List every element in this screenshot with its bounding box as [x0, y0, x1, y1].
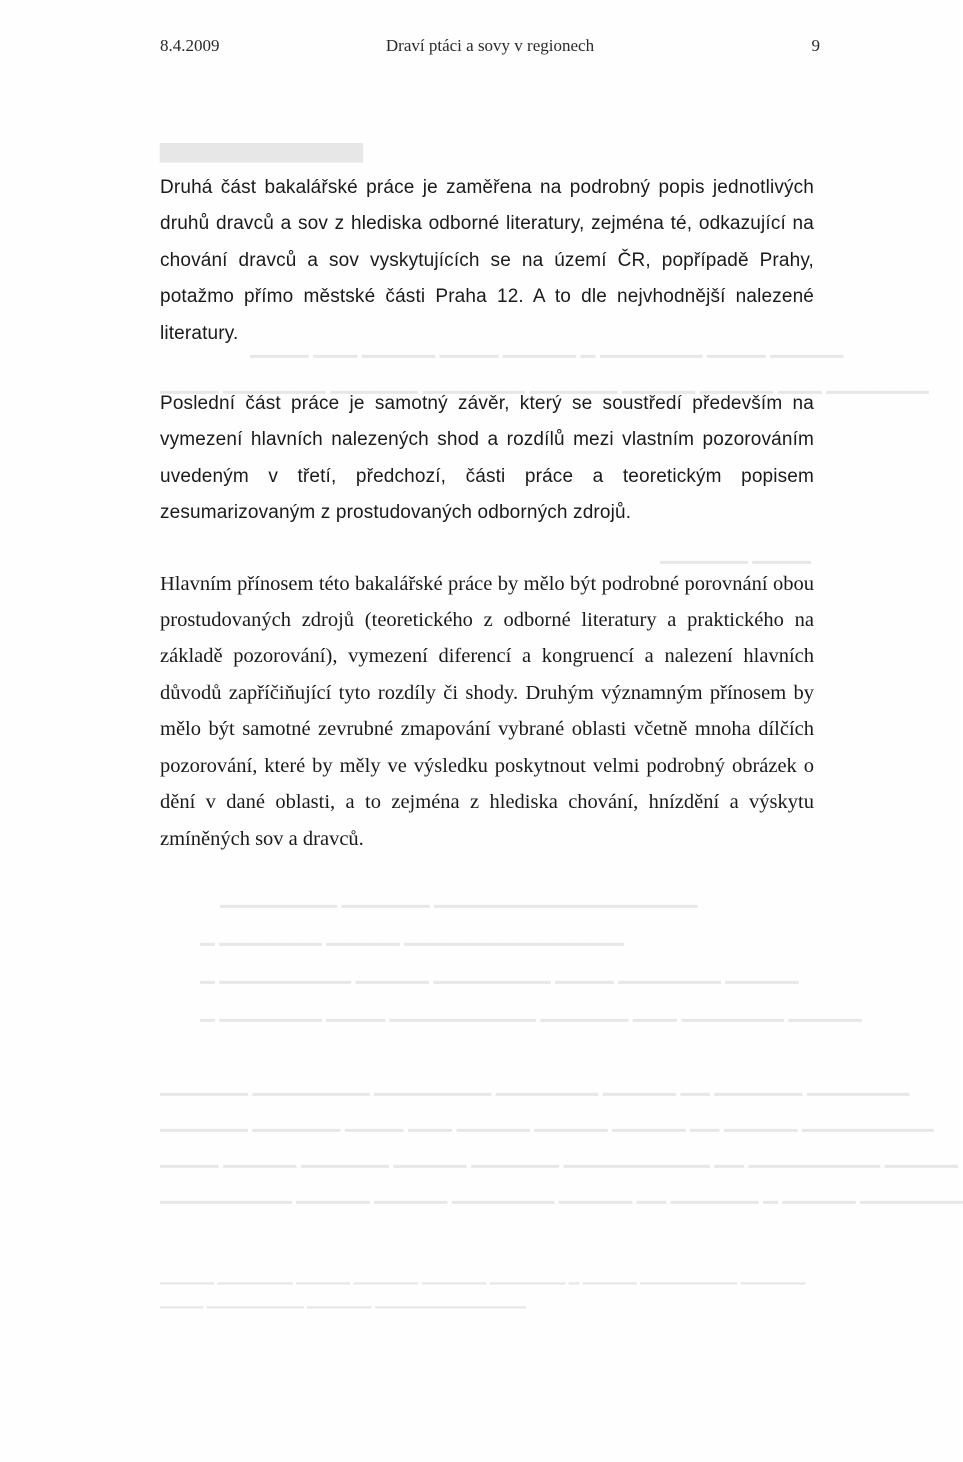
bleed-through-line: ▁ ▁▁▁▁▁▁▁ ▁▁▁▁▁ ▁▁▁▁▁▁▁▁▁▁▁▁▁▁▁	[200, 925, 624, 946]
bleed-through-line: ▁▁▁▁▁▁ ▁▁▁▁▁▁ ▁▁▁▁ ▁▁▁ ▁▁▁▁▁ ▁▁▁▁▁ ▁▁▁▁▁ ▁▁ ▁▁▁▁▁ ▁▁▁▁▁▁▁▁▁	[160, 1111, 934, 1132]
header-date: 8.4.2009	[160, 36, 220, 55]
bleed-through-line: ▁▁▁▁ ▁▁▁▁▁▁▁▁▁ ▁▁▁▁▁▁ ▁▁▁▁▁▁▁▁▁▁▁▁▁▁	[160, 1294, 526, 1309]
paragraph-3: Hlavním přínosem této bakalářské práce by mělo být podrobné porovnání obou prostudovaných zdrojů (teoretického z odborné literatury a praktického na základě pozorování), vymezení diferencí a kongruencí a nalezení hlavních důvodů zapříčiňující tyto rozdíly či shody. Druhým významným přínosem by mělo být samotné zevrubné zmapování vybrané oblasti včetně mnoha dílčích pozorování, které by měly ve výsledku poskytnout velmi podrobný obrázek o dění v dané oblasti, a to zejména z hlediska chování, hnízdění a výskytu zmíněných sov a dravců.	[160, 572, 814, 850]
bleed-through-line: ▁ ▁▁▁▁▁▁▁▁▁ ▁▁▁▁▁ ▁▁▁▁▁▁▁▁ ▁▁▁▁ ▁▁▁▁▁▁▁ ▁▁▁▁▁	[200, 963, 799, 984]
bleed-through-line: ▁▁▁▁▁▁▁▁▁ ▁▁▁▁▁ ▁▁▁▁▁ ▁▁▁▁▁▁▁ ▁▁▁▁▁ ▁▁ ▁▁▁▁▁▁ ▁ ▁▁▁▁▁ ▁▁▁▁▁▁▁	[160, 1183, 963, 1204]
bleed-through-line: ▁▁▁▁▁▁▁▁ ▁▁▁▁▁▁ ▁▁▁▁▁▁▁▁▁▁▁▁▁▁▁▁▁▁	[220, 887, 698, 908]
bleed-through-line: ▁▁▁▁ ▁▁▁▁▁▁▁ ▁▁▁▁▁▁ ▁▁▁▁▁▁▁ ▁▁▁▁▁▁ ▁▁▁▁▁ ▁▁▁▁▁ ▁▁▁ ▁▁▁▁▁▁▁	[160, 373, 929, 394]
paragraph-2: Poslední část práce je samotný závěr, který se soustředí především na vymezení hlavních nalezených shod a rozdílů mezi vlastním pozorováním uvedeným v třetí, předchozí, části práce a teoretickým popisem zesumarizovaným z prostudovaných odborných zdrojů.	[160, 393, 814, 524]
running-header	[160, 36, 820, 60]
bleed-through-line: ▁▁▁▁▁▁ ▁▁▁▁▁▁▁▁ ▁▁▁▁▁▁▁▁ ▁▁▁▁▁▁▁ ▁▁▁▁▁ ▁▁ ▁▁▁▁▁▁ ▁▁▁▁▁▁▁	[160, 1075, 910, 1096]
bleed-through-line: ▁▁▁▁▁▁ ▁▁▁▁	[660, 543, 811, 564]
header-title: Draví ptáci a sovy v regionech	[385, 36, 595, 55]
bleed-through-line: ▁▁▁▁ ▁▁▁ ▁▁▁▁▁ ▁▁▁▁ ▁▁▁▁▁ ▁ ▁▁▁▁▁▁▁ ▁▁▁▁ ▁▁▁▁▁	[250, 337, 844, 358]
bleed-through-line: ▁ ▁▁▁▁▁▁▁ ▁▁▁▁ ▁▁▁▁▁▁▁▁▁▁ ▁▁▁▁▁▁ ▁▁▁ ▁▁▁▁▁▁▁ ▁▁▁▁▁	[200, 1001, 862, 1022]
bleed-through-line: ▆▆▆▆▆▆▆▆▆▆▆▆	[160, 137, 364, 162]
page-number: 9	[811, 36, 820, 55]
bleed-through-line: ▁▁▁▁ ▁▁▁▁▁ ▁▁▁▁▁▁ ▁▁▁▁▁ ▁▁▁▁▁▁ ▁▁▁▁▁▁▁▁▁▁ ▁▁ ▁▁▁▁▁▁▁▁▁ ▁▁▁▁▁	[160, 1147, 958, 1168]
body-text	[160, 170, 844, 891]
paragraph-1: Druhá část bakalářské práce je zaměřena na podrobný popis jednotlivých druhů dravců a sov z hlediska odborné literatury, zejména té, odkazující na chování dravců a sov vyskytujících se na území ČR, popřípadě Prahy, potažmo přímo městské části Praha 12. A to dle nejvhodnější nalezené literatury.	[160, 177, 814, 344]
bleed-through-line: ▁▁▁▁▁ ▁▁▁▁▁▁▁ ▁▁▁▁▁ ▁▁▁▁▁▁ ▁▁▁▁▁▁ ▁▁▁▁▁▁▁ ▁ ▁▁▁▁▁ ▁▁▁▁▁▁▁▁▁ ▁▁▁▁▁▁	[160, 1270, 806, 1285]
